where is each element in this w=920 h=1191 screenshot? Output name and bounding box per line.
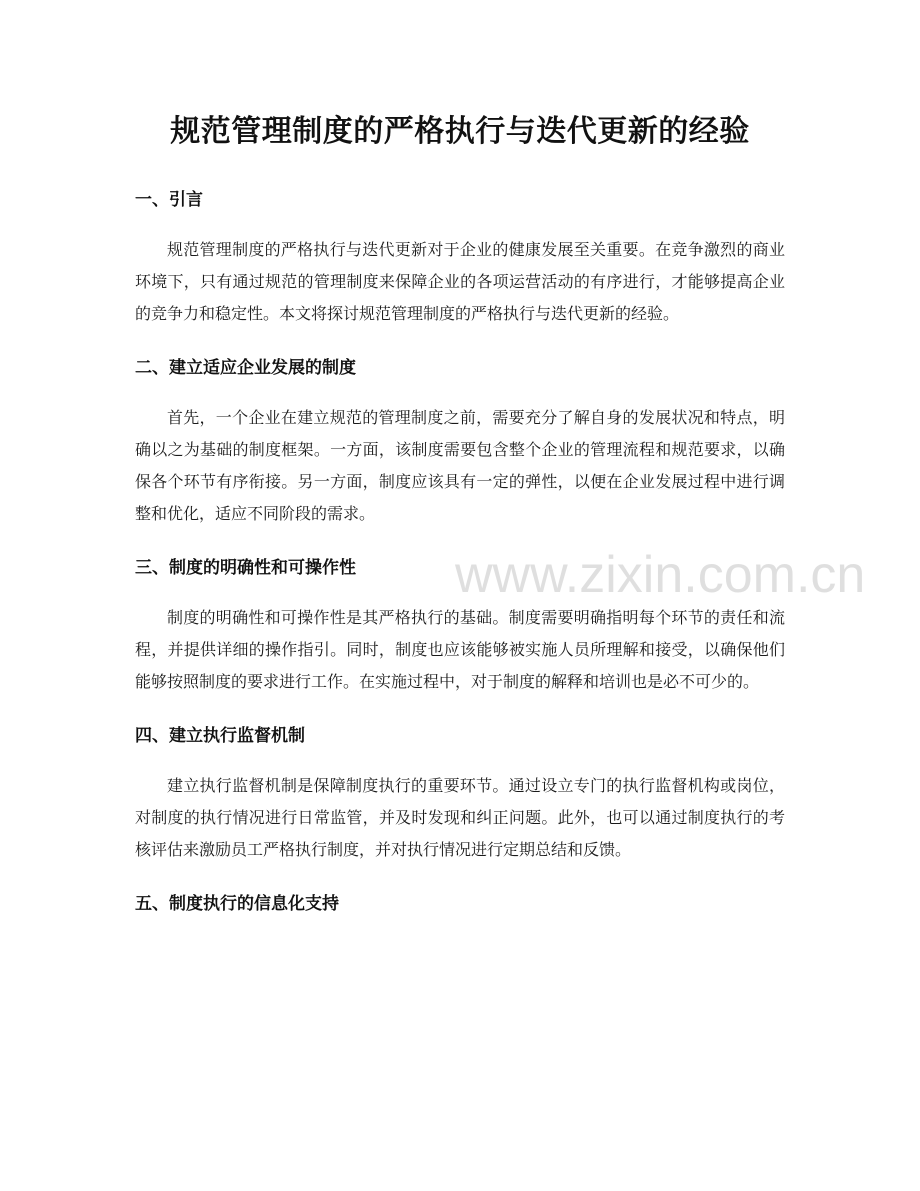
document-title: 规范管理制度的严格执行与迭代更新的经验 [170,114,750,149]
watermark-logo: www.zixin.com.cn [455,546,866,604]
section-body-build-system: 首先，一个企业在建立规范的管理制度之前，需要充分了解自身的发展状况和特点，明确以之为基础的制度框架。一方面，该制度需要包含整个企业的管理流程和规范要求，以确保各个环节有序衔接。另一方面，制度应该具有一定的弹性，以便在企业发展过程中进行调整和优化，适应不同阶段的需求。 [135,408,785,523]
section-heading-introduction: 一、引言 [135,190,203,210]
section-body-supervision: 建立执行监督机制是保障制度执行的重要环节。通过设立专门的执行监督机构或岗位，对制度的执行情况进行日常监管，并及时发现和纠正问题。此外，也可以通过制度执行的考核评估来激励员工严格执行制度，并对执行情况进行定期总结和反馈。 [135,776,785,859]
section-body-clarity: 制度的明确性和可操作性是其严格执行的基础。制度需要明确指明每个环节的责任和流程，并提供详细的操作指引。同时，制度也应该能够被实施人员所理解和接受，以确保他们能够按照制度的要求进行工作。在实施过程中，对于制度的解释和培训也是必不可少的。 [135,608,785,691]
section-body-introduction: 规范管理制度的严格执行与迭代更新对于企业的健康发展至关重要。在竞争激烈的商业环境下，只有通过规范的管理制度来保障企业的各项运营活动的有序进行，才能够提高企业的竞争力和稳定性。本文将探讨规范管理制度的严格执行与迭代更新的经验。 [135,240,785,323]
section-heading-clarity: 三、制度的明确性和可操作性 [135,558,356,578]
section-heading-build-system: 二、建立适应企业发展的制度 [135,358,356,378]
section-heading-supervision: 四、建立执行监督机制 [135,726,305,746]
section-heading-informatization: 五、制度执行的信息化支持 [135,894,339,914]
